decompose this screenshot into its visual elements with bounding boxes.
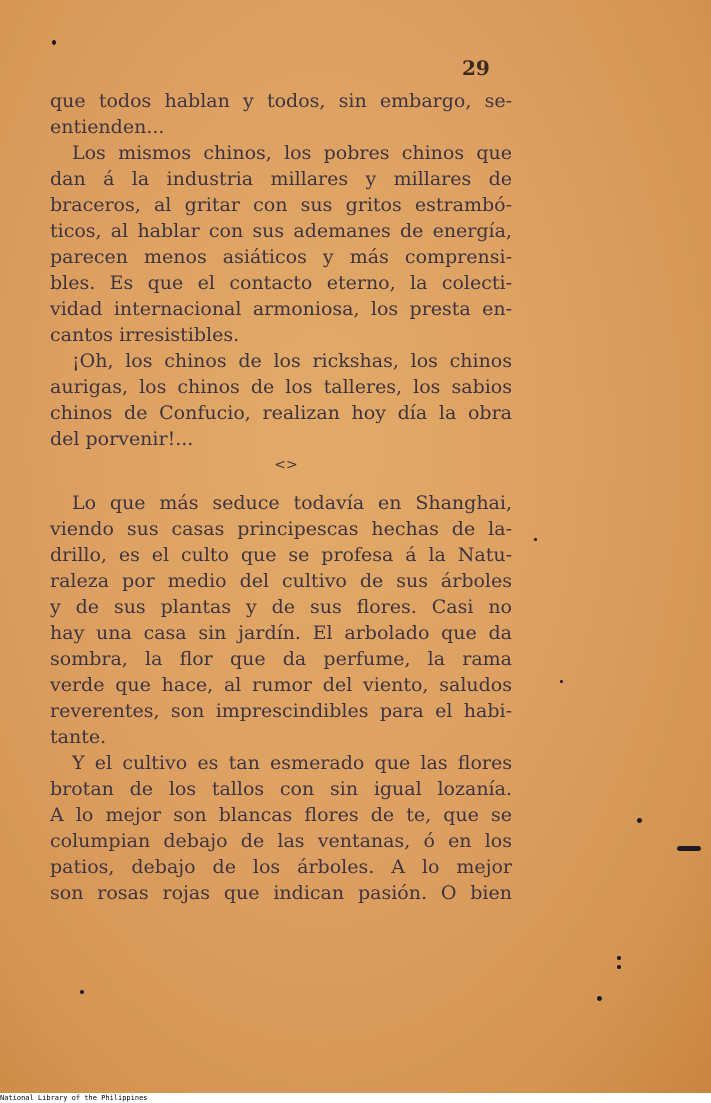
text-line: tante. bbox=[50, 726, 107, 748]
text-line: entienden... bbox=[50, 116, 165, 138]
text-line: Lo que más seduce todavía en Shanghai, bbox=[72, 492, 512, 514]
text-line: viendo sus casas principescas hechas de la- bbox=[50, 518, 512, 540]
paper-speck bbox=[617, 956, 621, 960]
text-line: drillo, es el culto que se profesa á la Natu- bbox=[50, 544, 512, 566]
paper-speck bbox=[80, 990, 84, 994]
text-line: son rosas rojas que indican pasión. O bien bbox=[50, 882, 512, 904]
text-line: dan á la industria millares y millares de bbox=[50, 168, 512, 190]
paper-speck bbox=[52, 40, 56, 45]
text-line: reverentes, son imprescindibles para el habi- bbox=[50, 700, 512, 722]
text-line: y de sus plantas y de sus flores. Casi no bbox=[50, 596, 512, 618]
text-line: chinos de Confucio, realizan hoy día la obra bbox=[50, 402, 512, 424]
section-divider: <> bbox=[274, 457, 298, 473]
paper-speck bbox=[637, 818, 642, 823]
text-line: columpian debajo de las ventanas, ó en los bbox=[50, 830, 512, 852]
text-line: bles. Es que el contacto eterno, la colecti- bbox=[50, 272, 512, 294]
body-text bbox=[50, 88, 512, 906]
paper-speck bbox=[534, 538, 537, 541]
text-line: verde que hace, al rumor del viento, saludos bbox=[50, 674, 512, 696]
text-line: hay una casa sin jardín. El arbolado que da bbox=[50, 622, 512, 644]
paper-speck bbox=[677, 846, 701, 851]
text-line: braceros, al gritar con sus gritos estrambó- bbox=[50, 194, 512, 216]
section-gap bbox=[50, 478, 512, 490]
text-line: cantos irresistibles. bbox=[50, 324, 240, 346]
text-line: ticos, al hablar con sus ademanes de energía, bbox=[50, 220, 512, 242]
paper-speck bbox=[560, 680, 563, 683]
footer-credit: National Library of the Philippines bbox=[0, 1094, 148, 1102]
text-line: ¡Oh, los chinos de los rickshas, los chinos bbox=[72, 350, 512, 372]
text-line: Y el cultivo es tan esmerado que las flores bbox=[72, 752, 512, 774]
page-number: 29 bbox=[462, 56, 490, 80]
text-line: A lo mejor son blancas flores de te, que se bbox=[50, 804, 512, 826]
text-line: sombra, la flor que da perfume, la rama bbox=[50, 648, 512, 670]
text-line: aurigas, los chinos de los talleres, los sabios bbox=[50, 376, 512, 398]
text-line: raleza por medio del cultivo de sus árboles bbox=[50, 570, 512, 592]
paper-speck bbox=[617, 965, 621, 969]
text-line: vidad internacional armoniosa, los presta en- bbox=[50, 298, 512, 320]
text-line: brotan de los tallos con sin igual lozanía. bbox=[50, 778, 512, 800]
text-line: patios, debajo de los árboles. A lo mejor bbox=[50, 856, 512, 878]
text-line: del porvenir!... bbox=[50, 428, 194, 450]
paper-speck bbox=[597, 996, 602, 1001]
text-line: que todos hablan y todos, sin embargo, se- bbox=[50, 90, 512, 112]
text-line: parecen menos asiáticos y más comprensi- bbox=[50, 246, 512, 268]
text-line: Los mismos chinos, los pobres chinos que bbox=[72, 142, 512, 164]
